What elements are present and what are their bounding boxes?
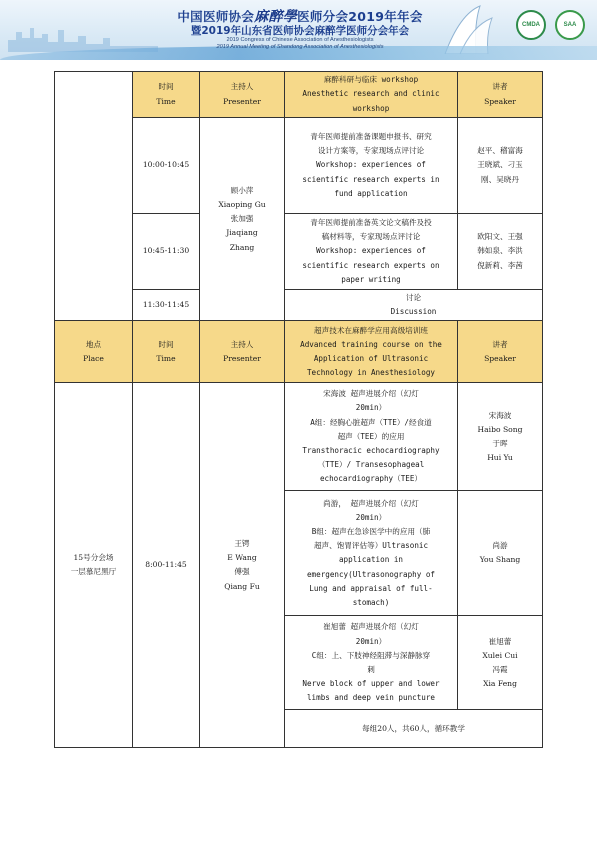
association-logo: SAA: [555, 10, 585, 40]
speaker-cell: 崔旭蕾 Xulei Cui 冯霞 Xia Feng: [458, 616, 543, 710]
header-time: 时间 Time: [133, 321, 200, 383]
discussion-cell: 讨论 Discussion: [285, 290, 543, 321]
topic-cell: 青年医师提前准备英文论文稿件及投 稿材料等，专家现场点评讨论 Workshop: experiences of scientific research experts on paper writing: [285, 214, 458, 290]
topic-cell: 宋海波 超声进展介绍（幻灯 20min） A组：经胸心脏超声（TTE）/经食道 超声（TEE）的应用 Transthoracic echocardiography （TTE）/ Transesophageal echocardiography（TEE）: [285, 383, 458, 491]
cmda-logo: CMDA: [516, 10, 546, 40]
speaker-cell: 赵平、稽富海 王晓斌、刁玉 刚、吴晓丹: [458, 118, 543, 214]
presenter-cell: 王锷 E Wang 傅强 Qiang Fu: [200, 383, 285, 748]
conference-title-en: 2019 Congress of Chinese Association of Anesthesiologists: [226, 37, 374, 43]
footer-note: 每组20人，共60人，循环教学: [285, 710, 543, 748]
header-speaker: 讲者 Speaker: [458, 321, 543, 383]
time-cell: 11:30-11:45: [133, 290, 200, 321]
header-topic: 超声技术在麻醉学应用高级培训班 Advanced training course on the Application of Ultrasonic Technology in Anesthesiology: [285, 321, 458, 383]
title-cn-suffix: 医师分会2019年年会: [297, 9, 423, 24]
topic-cell: 尚游， 超声进展介绍（幻灯 20min） B组：超声在急诊医学中的应用（肺 超声、饱胃评估等）Ultrasonic application in emergency(Ultrasonography of Lung and appraisal of full- stomach): [285, 491, 458, 616]
header-speaker: 讲者 Speaker: [458, 72, 543, 118]
session1-place-cell: [55, 72, 133, 321]
header-presenter: 主持人 Presenter: [200, 321, 285, 383]
time-cell: 8:00-11:45: [133, 383, 200, 748]
time-cell: 10:00-10:45: [133, 118, 200, 214]
conference-subtitle-en: 2019 Annual Meeting of Shandong Association of Anesthesiologists: [216, 44, 384, 50]
topic-cell: 崔旭蕾 超声进展介绍（幻灯 20min） C组：上、下肢神经阻滞与深静脉穿 刺 Nerve block of upper and lower limbs and deep vein puncture: [285, 616, 458, 710]
time-cell: 10:45-11:30: [133, 214, 200, 290]
speaker-cell: 宋海波 Haibo Song 于晖 Hui Yu: [458, 383, 543, 491]
header-presenter: 主持人 Presenter: [200, 72, 285, 118]
topic-cell: 青年医师提前准备课题申报书、研究 设计方案等，专家现场点评讨论 Workshop: experiences of scientific research experts in fund application: [285, 118, 458, 214]
header-topic: 麻醉科研与临床 workshop Anesthetic research and clinic workshop: [285, 72, 458, 118]
schedule-table: [54, 71, 543, 748]
conference-banner: [0, 0, 597, 60]
speaker-cell: 欧阳文、王强 韩如泉、李洪 倪新莉、李茜: [458, 214, 543, 290]
title-cn-script: 麻醉學: [254, 9, 298, 25]
session2-row-a: [55, 383, 543, 491]
conference-subtitle-cn: 暨2019年山东省医师协会麻醉学医师分会年会: [190, 25, 410, 37]
speaker-cell: 尚游 You Shang: [458, 491, 543, 616]
place-cell: 15号分会场 一层慕尼黑厅: [55, 383, 133, 748]
header-time: 时间 Time: [133, 72, 200, 118]
session1-header-row: [55, 72, 543, 118]
title-cn-prefix: 中国医师协会: [177, 9, 255, 24]
session2-header-row: [55, 321, 543, 383]
presenter-cell: 顾小萍 Xiaoping Gu 张加强 Jiaqiang Zhang: [200, 118, 285, 321]
header-place: 地点 Place: [55, 321, 133, 383]
